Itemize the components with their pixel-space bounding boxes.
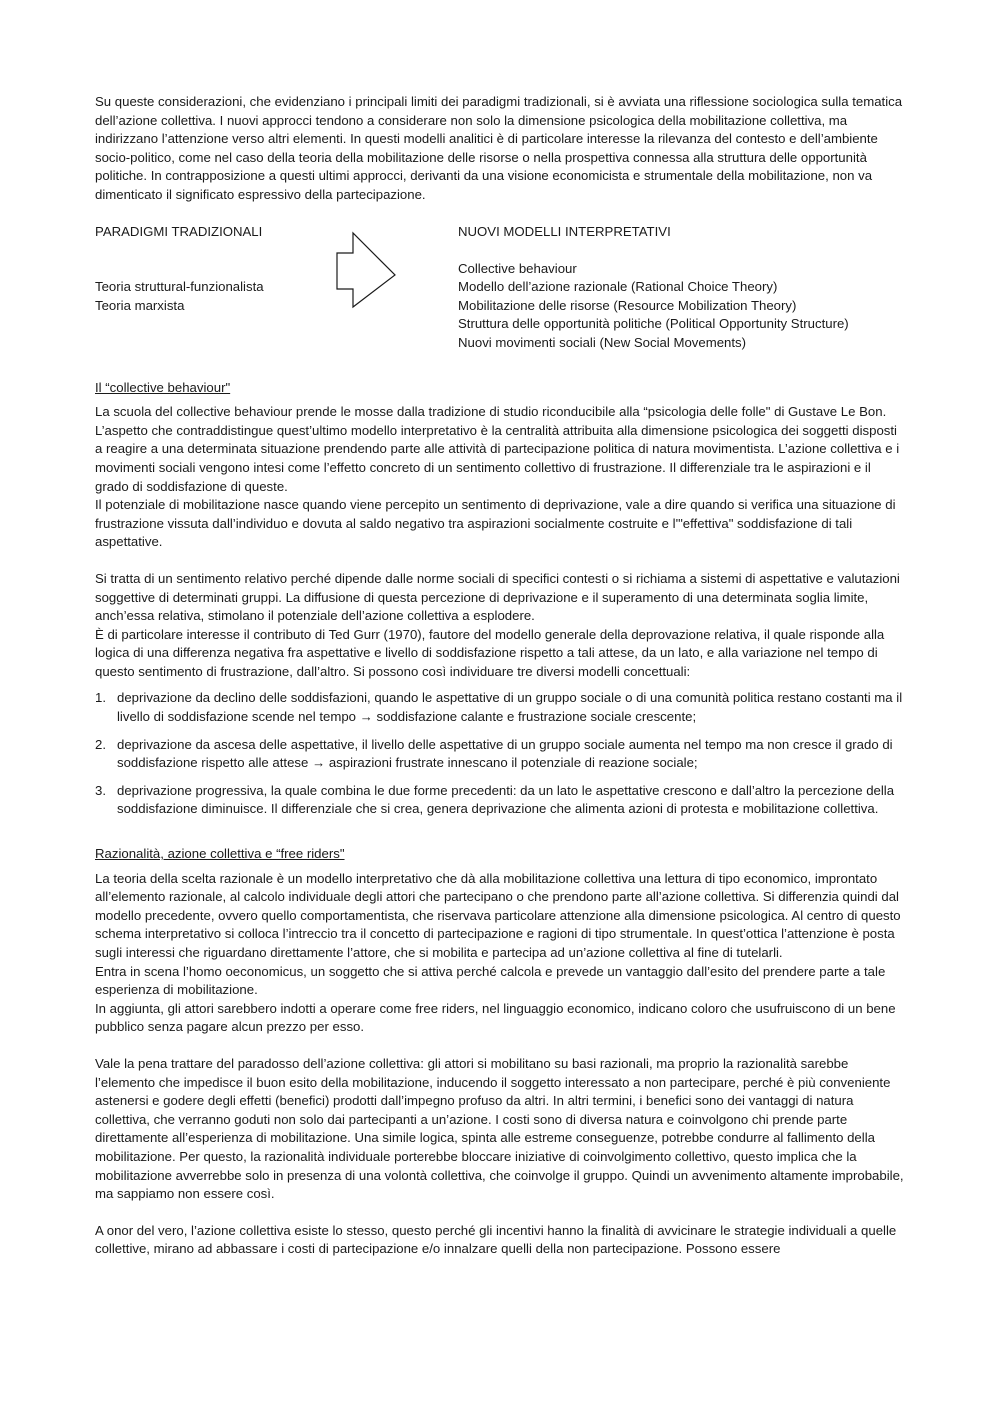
right-arrow-icon — [335, 231, 399, 309]
new-model-item: Modello dell’azione razionale (Rational Choice Theory) — [458, 279, 778, 295]
paragraph: Si tratta di un sentimento relativo perché dipende dalle norme sociali di specifici contesti o si richiama a sistemi di aspettative e valutazioni soggettive di determinati gruppi. La diffusione di questa percezione di deprivazione e il superamento di una determinata soglia limite, anch’essa relativa, stimolano il potenziale dell’azione collettiva a esplodere. — [95, 570, 900, 624]
new-model-item: Struttura delle opportunità politiche (Political Opportunity Structure) — [458, 316, 849, 332]
document-page — [95, 93, 905, 1277]
new-model-item: Collective behaviour — [458, 260, 577, 276]
paragraph: La teoria della scelta razionale è un modello interpretativo che dà alla mobilitazione collettiva una lettura di tipo economico, improntato all’elemento razionale, al calcolo individuale degli attori che partecipano o che prendono parte all’azione collettiva. Si differenzia quindi dal modello precedente, ovvero quello comportamentista, che riservava particolare attenzione alla dimensione psicologica. Al centro di questo schema interpretativo si colloca l’intreccio tra il concetto di partecipazione e ragioni di tipo strumentale. In quest’ottica l’attenzione è posta sugli interessi che riguardano direttamente l’attore, che si mobilita e partecipa ad un’azione collettiva al fine di tutelarli. — [95, 870, 901, 960]
traditional-item: Teoria marxista — [95, 297, 185, 313]
list-item: 3. deprivazione progressiva, la quale combina le due forme precedenti: da un lato le aspettative crescono e dall’altro la percezione della soddisfazione diminuisce. Il differenziale che si crea, genera deprivazione che alimenta azioni di protesta e mobilitazione collettiva. — [95, 782, 895, 817]
paragraph: È di particolare interesse il contributo di Ted Gurr (1970), fautore del modello generale della deprovazione relativa, il quale risponde alla logica di una differenza negativa fra aspettative e livello di soddisfazione rispetto a tali attese, da un lato, e alla variazione nel tempo di questo sentimento di frustrazione, dall’altro. Si possono così individuare tre diversi modelli concettuali: — [95, 626, 885, 679]
paradigms-diagram — [95, 223, 905, 351]
intro-paragraph: Su queste considerazioni, che evidenziano i principali limiti dei paradigmi tradizionali, si è avviata una riflessione sociologica sulla tematica dell’azione collettiva. I nuovi approcci tendono a considerare non solo la dimensione psicologica della mobilitazione collettiva, ma indirizzano l’attenzione verso altri elementi. In questi modelli analitici è di particolare interesse la rilevanza del contesto e dell’ambiente socio-politico, come nel caso della teoria della mobilitazione delle risorse o nella prospettiva connessa alla struttura delle opportunità politiche. In contrapposizione a questi ultimi approcci, derivanti da una visione economicista e strumentale della mobilitazione, non va dimenticato il significato espressivo della partecipazione. — [95, 94, 903, 202]
new-models-column — [458, 223, 908, 353]
new-models-header: NUOVI MODELLI INTERPRETATIVI — [458, 223, 671, 239]
traditional-paradigms-header: PARADIGMI TRADIZIONALI — [95, 223, 263, 239]
list-item: 2. deprivazione da ascesa delle aspettative, il livello delle aspettative di un gruppo sociale aumenta nel tempo ma non cresce il grado di soddisfazione rispetto alle attese → aspirazioni frustrate innescano il potenziale di reazione sociale; — [95, 736, 893, 771]
paragraph: Il potenziale di mobilitazione nasce quando viene percepito un sentimento di deprivazione, vale a dire quando si verifica una situazione di frustrazione vissuta dall’individuo e dovuta al saldo negativo tra aspirazioni socialmente costruite e l'"effettiva" soddisfazione di tali aspettative. — [95, 497, 896, 550]
deprivation-models-list — [95, 689, 905, 819]
paragraph: Vale la pena trattare del paradosso dell’azione collettiva: gli attori si mobilitano su basi razionali, ma proprio la razionalità sarebbe l’elemento che impedisce il buon esito della mobilitazione, inducendo il soggetto interessato a non partecipare, perché è più conveniente astenersi e godere degli effetti (benefici) prodotti dall’impegno profuso da altri. In altri termini, i benefici sono dei vantaggi di natura collettiva, che verranno goduti non solo dai partecipanti a un’azione. I costi sono di diversa natura e coinvolgono chi prende parte direttamente all’esperienza di mobilitazione. Una simile logica, spinta alle estreme conseguenze, potrebbe condurre al fallimento della mobilitazione. Per questo, la razionalità individuale porterebbe bloccare iniziative di coinvolgimento collettivo, questo implica che la mobilitazione avverrebbe solo in presenza di una volontà collettiva, che coinvolge il gruppo. Quindi un avvenimento altamente improbabile, ma sappiamo non essere così. — [95, 1055, 904, 1202]
collective-behaviour-section — [95, 379, 905, 819]
paragraph: La scuola del collective behaviour prende le mosse dalla tradizione di studio riconducibile alla “psicologia delle folle" di Gustave Le Bon. L’aspetto che contraddistingue quest’ultimo modello interpretativo è la centralità attribuita alla dimensione psicologica dei soggetti disposti a reagire a una determinata situazione prendendo parte alle attività di partecipazione politica di natura movimentista. L’azione collettiva e i movimenti sociali vengono intesi come l’effetto concreto di un sentimento collettivo di frustrazione. Il differenziale tra le aspirazioni e il grado di soddisfazione di queste. — [95, 404, 900, 494]
new-model-item: Mobilitazione delle risorse (Resource Mobilization Theory) — [458, 297, 797, 313]
new-model-item: Nuovi movimenti sociali (New Social Movements) — [458, 334, 747, 350]
paragraph: Entra in scena l’homo oeconomicus, un soggetto che si attiva perché calcola e prevede un vantaggio dall’esito del prendere parte a tale esperienza di mobilitazione. — [95, 963, 886, 998]
traditional-paradigms-column — [95, 223, 335, 316]
list-item: 1. deprivazione da declino delle soddisfazioni, quando le aspettative di un gruppo sociale o di una comunità politica restano costanti ma il livello di soddisfazione scende nel tempo → soddisfazione calante e frustrazione sociale crescente; — [95, 690, 903, 725]
section-heading: Il “collective behaviour" — [95, 379, 231, 395]
traditional-item: Teoria struttural-funzionalista — [95, 279, 264, 295]
paragraph: In aggiunta, gli attori sarebbero indotti a operare come free riders, nel linguaggio economico, indicano coloro che usufruiscono di un bene pubblico senza pagare alcun prezzo per esso. — [95, 1000, 896, 1035]
rationality-section — [95, 845, 905, 1259]
section-heading: Razionalità, azione collettiva e “free riders" — [95, 846, 345, 862]
paragraph: A onor del vero, l’azione collettiva esiste lo stesso, questo perché gli incentivi hanno la finalità di avvicinare le strategie individuali a quelle collettive, mirano ad abbassare i costi di partecipazione e/o innalzare quelli della non partecipazione. Possono essere — [95, 1222, 897, 1257]
